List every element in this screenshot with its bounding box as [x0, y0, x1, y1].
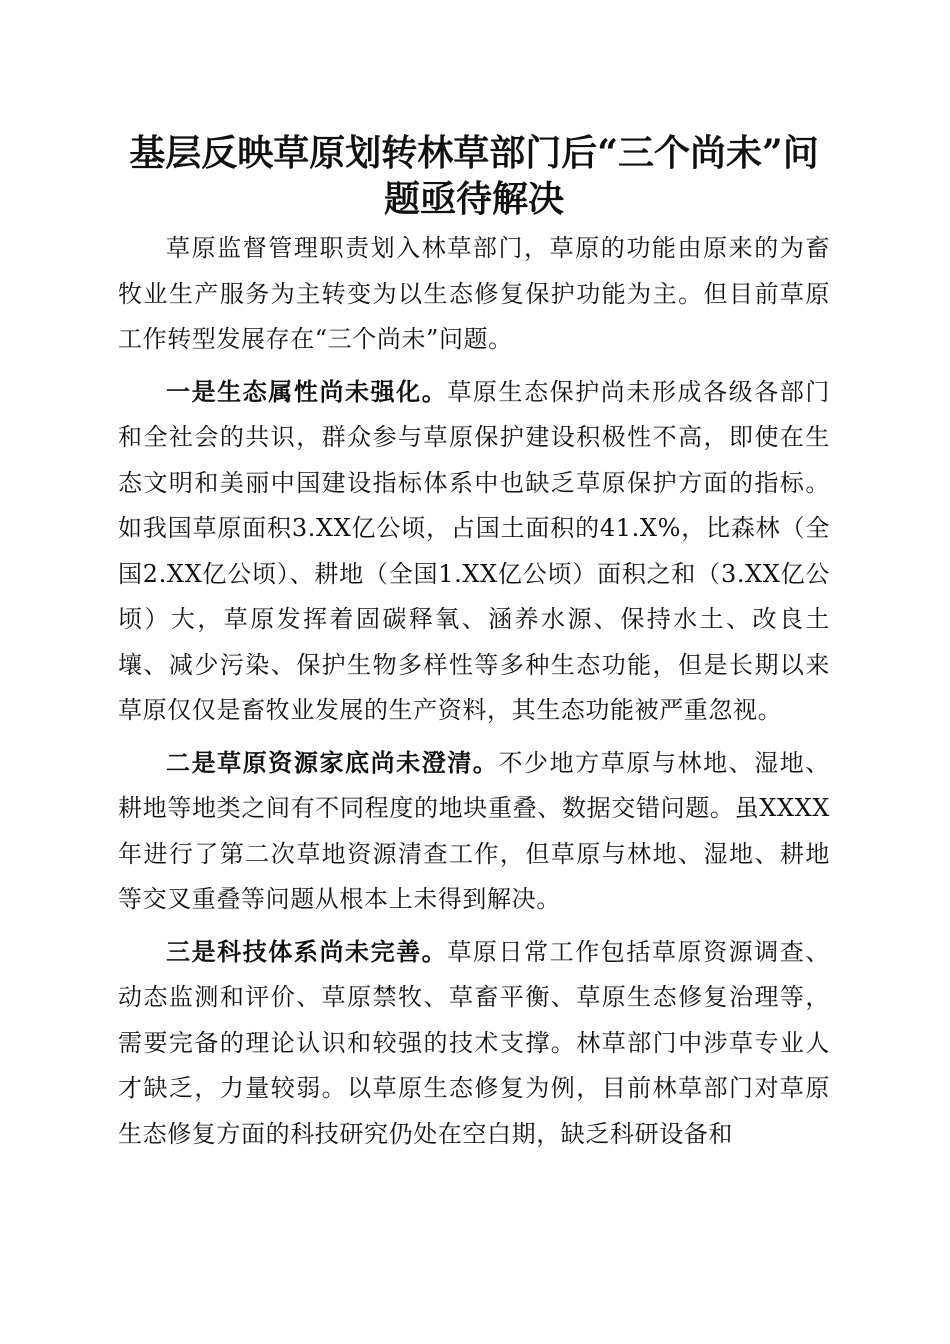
section-body-1: 草原生态保护尚未形成各级各部门和全社会的共识，群众参与草原保护建设积极性不高，即使在生态文明和美丽中国建设指标体系中也缺乏草原保护方面的指标。如我国草原面积3.XX亿公顷，占国土面积的41.X%，比森林（全国2.XX亿公顷）、耕地（全国1.XX亿公顷）面积之和（3.XX亿公顷）大，草原发挥着固碳释氧、涵养水源、保持水土、改良土壤、减少污染、保护生物多样性等多种生态功能，但是长期以来草原仅仅是畜牧业发展的生产资料，其生态功能被严重忽视。 — [118, 377, 831, 724]
section-body-2: 不少地方草原与林地、湿地、耕地等地类之间有不同程度的地块重叠、数据交错问题。虽XXXX年进行了第二次草地资源清查工作，但草原与林地、湿地、耕地等交叉重叠等问题从根本上未得到解决。 — [118, 748, 830, 913]
section-lead-2: 二是草原资源家底尚未澄清。 — [166, 747, 499, 777]
section-lead-3: 三是科技体系尚未完善。 — [166, 936, 448, 966]
document-page — [118, 130, 830, 1157]
section-paragraph-1 — [118, 369, 830, 734]
section-paragraph-3 — [118, 929, 830, 1158]
document-title: 基层反映草原划转林草部门后“三个尚未”问题亟待解决 — [129, 132, 819, 220]
section-body-3: 草原日常工作包括草原资源调查、动态监测和评价、草原禁牧、草畜平衡、草原生态修复治理等，需要完备的理论认识和较强的技术支撑。林草部门中涉草专业人才缺乏，力量较弱。以草原生态修复为例，目前林草部门对草原生态修复方面的科技研究仍处在空白期，缺乏科研设备和 — [118, 937, 831, 1148]
intro-paragraph: 草原监督管理职责划入林草部门，草原的功能由原来的为畜牧业生产服务为主转变为以生态修复保护功能为主。但目前草原工作转型发展存在“三个尚未”问题。 — [118, 234, 830, 353]
section-paragraph-2 — [118, 740, 830, 923]
section-lead-1: 一是生态属性尚未强化。 — [166, 376, 448, 406]
